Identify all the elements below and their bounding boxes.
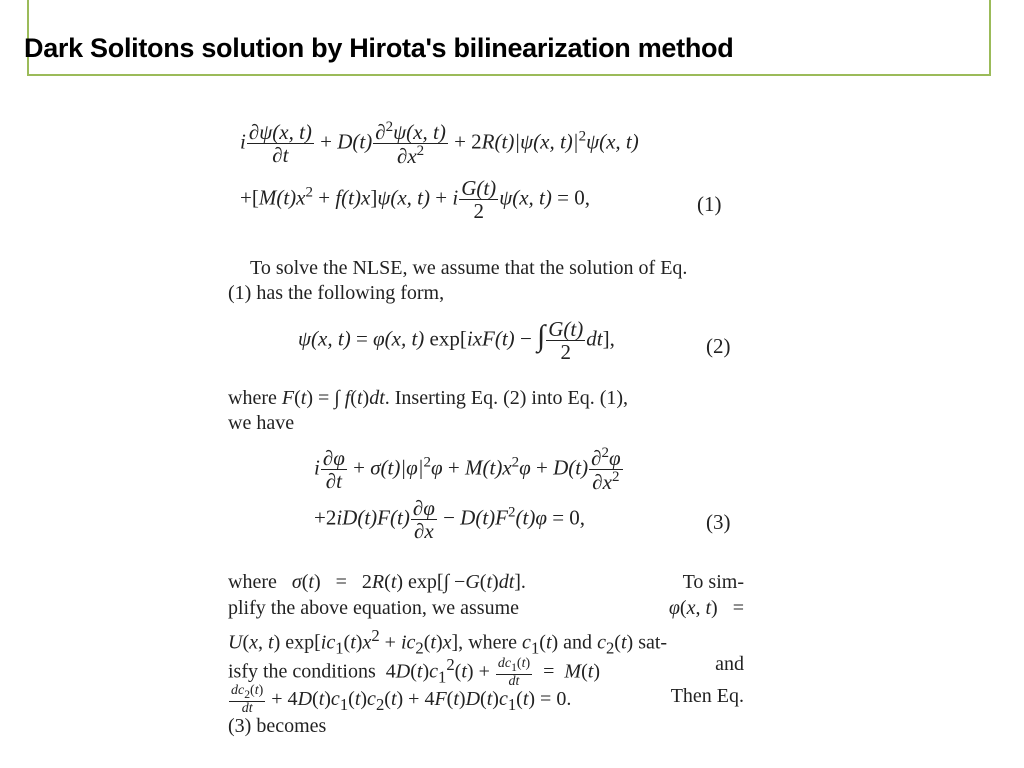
paragraph-2-where: where <box>228 387 277 409</box>
paragraph-3-line-6: (3) becomes <box>228 715 327 737</box>
paragraph-3-then: Then Eq. <box>670 685 744 707</box>
equation-3-line-2: +2iD(t)F(t) $\frac{\partial\varphi}{\partial x}$ − $D(t)F^2(t)\varphi = 0$, <box>314 496 586 544</box>
equation-1-number: (1) <box>697 192 722 216</box>
paragraph-3-where: where <box>228 571 277 593</box>
equation-3-line-1: i $\frac{\partial\varphi}{\partial t}$ + $\sigma(t)|\varphi|^2\varphi + M(t)x^2\varphi + D(t)$ $\frac{\partial^2\varphi}{\partial x^2}$ <box>314 445 621 495</box>
equation-2: ψ(x, t) = φ(x, t) exp[ixF(t) − ∫ $\frac{G(t)}{2}$ dt], <box>298 317 615 365</box>
equation-1-line-1: i $\frac{\partial\psi(x, t)}{\partial t}$ + D(t) $\frac{\partial^2\psi(x, t)}{\partial x^2}$ + 2R(t)|ψ(x, $t)|^2\psi(x$, t) <box>240 119 639 169</box>
paragraph-2-line-1: where F(t) = ∫ f(t)dt. Inserting Eq. (2) into Eq. (1), <box>228 387 629 409</box>
paragraph-3-and: and <box>563 631 593 654</box>
paragraph-3-sat: sat- <box>638 631 668 654</box>
paragraph-3-line-2: plify the above equation, we assume φ(x, t) = <box>228 597 744 619</box>
equation-2-number: (2) <box>706 334 731 358</box>
paragraph-3-where-2: where <box>468 631 518 654</box>
paragraph-3-simplify: plify the above equation, we assume <box>228 597 520 619</box>
paragraph-3-line-4: isfy the conditions $4D(t)c_1^2(t)$ + $\frac{dc_1(t)}{dt}$ = M(t) and <box>228 653 744 689</box>
paragraph-2-line-2: we have <box>228 412 295 434</box>
paragraph-1-line-1: To solve the NLSE, we assume that the solution of Eq. <box>250 257 688 279</box>
paragraph-3-isfy: isfy the conditions <box>228 660 376 683</box>
equation-3-number: (3) <box>706 510 731 534</box>
slide-title: Dark Solitons solution by Hirota's bilinearization method <box>24 33 734 63</box>
paragraph-3-and-2: and <box>715 653 744 675</box>
paragraph-1-line-2: (1) has the following form, <box>228 282 445 304</box>
paragraph-3-line-1: where σ(t) = 2R(t) exp[∫ −G(t)dt]. To sim- <box>228 571 744 593</box>
paragraph-3-line-5: $\frac{dc_2(t)}{dt}$ + $4D(t)c_1(t)c_2(t) + 4F(t)D(t)c_1(t) = 0$. Then Eq. <box>231 683 744 717</box>
paragraph-3-to-sim: To sim- <box>682 571 744 593</box>
equation-1-line-2: $+[M(t)x^2 + f(t)x]\psi(x$, t) + i $\frac{G(t)}{2}$ ψ(x, t) = 0, <box>240 176 590 224</box>
paragraph-3-line-3: U(x, t) $\exp[ic_1(t)x^2 + ic_2(t)x]$, where $c_1(t)$ and $c_2(t)$ sat- <box>228 626 668 658</box>
paragraph-2-inserting: Inserting Eq. (2) into Eq. (1), <box>394 387 629 409</box>
